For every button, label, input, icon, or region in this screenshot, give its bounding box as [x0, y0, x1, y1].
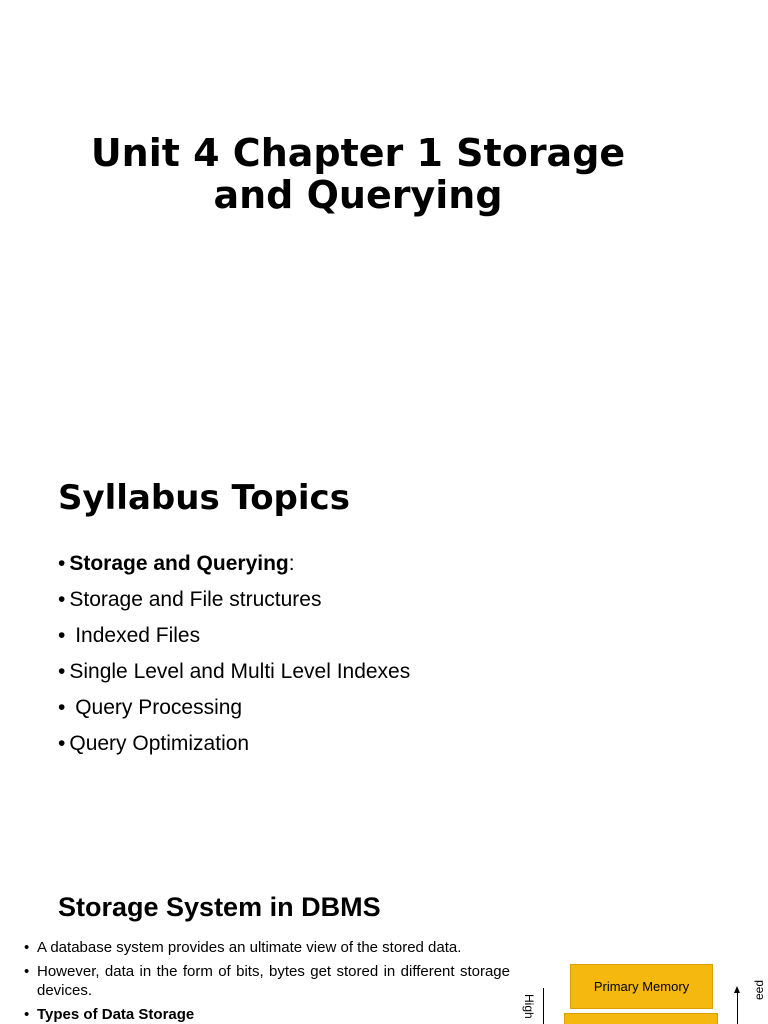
title-slide — [0, 0, 768, 432]
slide-title-line-2: and Querying — [213, 173, 503, 217]
list-item — [58, 546, 410, 582]
topic-list — [58, 546, 410, 762]
axis-label: High — [522, 994, 536, 1019]
speed-label: eed — [752, 979, 766, 1000]
slide-title — [60, 132, 656, 216]
storage-title: Storage System in DBMS — [58, 892, 381, 922]
topic-text: Indexed Files — [69, 624, 201, 647]
topic-text: Query Optimization — [69, 732, 250, 755]
bullet: • — [24, 939, 30, 956]
bullet: • — [24, 1006, 30, 1023]
bullet: • — [58, 624, 66, 647]
axis-line — [543, 988, 544, 1024]
secondary-memory-box — [564, 1013, 718, 1024]
list-item — [58, 654, 410, 690]
paragraph — [24, 962, 510, 1000]
bullet: • — [58, 552, 66, 575]
memory-hierarchy-diagram — [520, 962, 768, 1024]
bullet: • — [58, 660, 66, 683]
storage-system-slide — [0, 864, 768, 1024]
storage-body — [24, 938, 510, 1024]
list-item — [58, 618, 410, 654]
topic-text: Query Processing — [69, 696, 243, 719]
paragraph-text: Types of Data Storage — [37, 1006, 195, 1023]
bullet: • — [58, 696, 66, 719]
syllabus-title: Syllabus Topics — [58, 478, 350, 518]
bullet: • — [58, 588, 66, 611]
bullet: • — [58, 732, 66, 755]
paragraph-text: However, data in the form of bits, bytes get stored in different storage devices. — [37, 963, 510, 999]
topic-bold-text: Storage and Querying — [69, 552, 289, 575]
syllabus-slide — [0, 432, 768, 864]
slide-title-line-1: Unit 4 Chapter 1 Storage — [90, 131, 626, 175]
paragraph-text: A database system provides an ultimate view of the stored data. — [37, 939, 462, 956]
speed-arrow-line — [737, 990, 738, 1024]
primary-memory-label: Primary Memory — [593, 979, 690, 994]
list-item — [58, 690, 410, 726]
bullet: • — [24, 963, 30, 980]
list-item — [58, 726, 410, 762]
topic-text: Storage and File structures — [69, 588, 322, 611]
topic-text: : — [288, 552, 295, 575]
topic-text: Single Level and Multi Level Indexes — [69, 660, 411, 683]
list-item — [58, 582, 410, 618]
paragraph — [24, 1005, 510, 1024]
paragraph — [24, 938, 510, 957]
primary-memory-box — [570, 964, 713, 1009]
